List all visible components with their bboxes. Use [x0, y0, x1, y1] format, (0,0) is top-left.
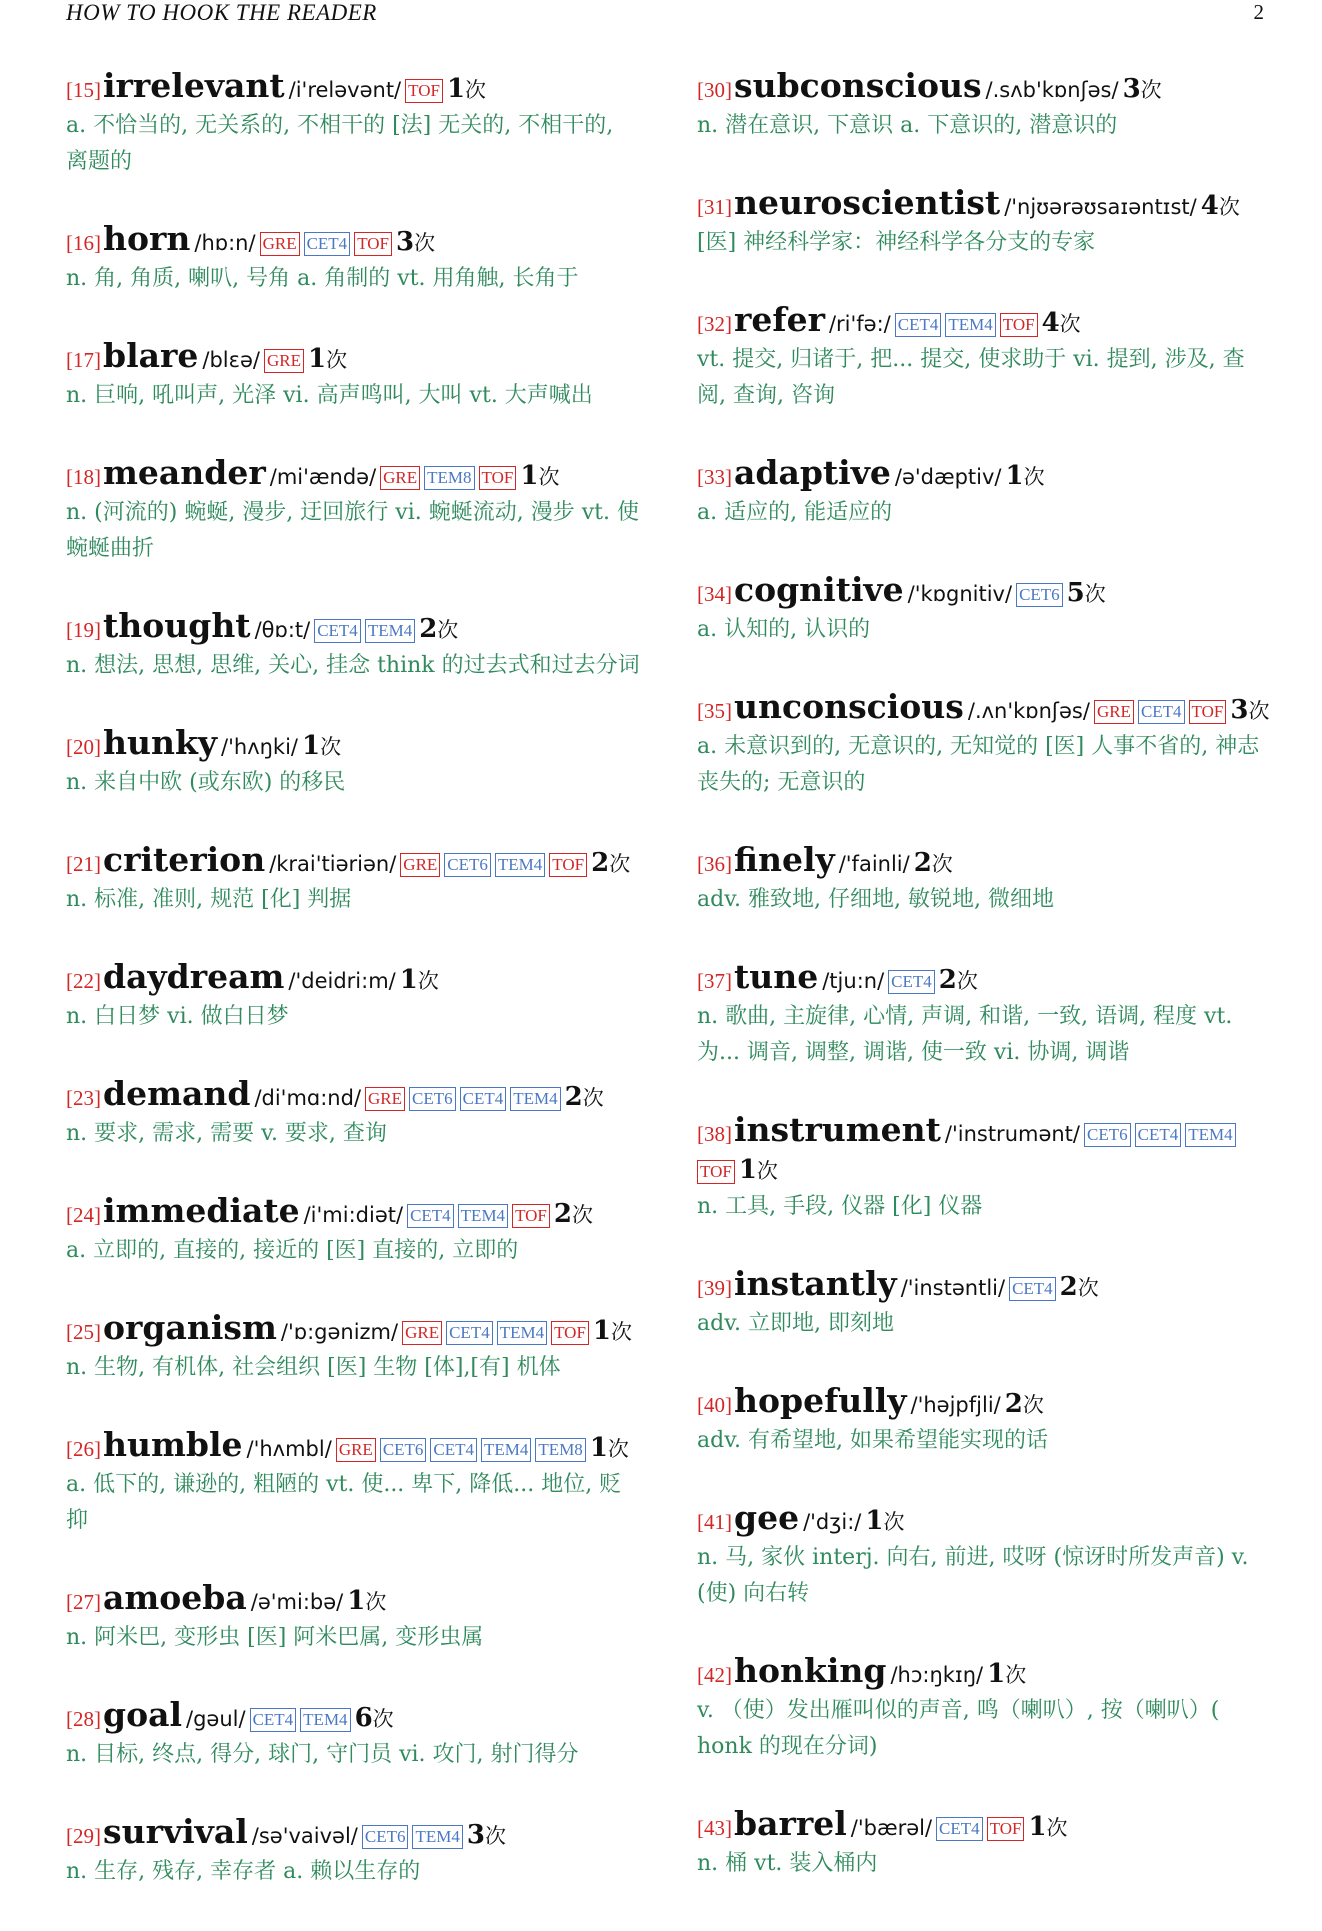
definition: n. 桶 vt. 装入桶内 — [697, 1851, 878, 1876]
entry-headline — [697, 1112, 1273, 1189]
exam-tag: CET4 — [895, 313, 942, 337]
vocab-entry — [66, 959, 642, 1035]
vocab-entry — [697, 1806, 1273, 1882]
occurrence-count: 6 — [354, 1703, 373, 1733]
vocab-entry — [697, 572, 1273, 648]
occurrence-count: 4 — [1041, 308, 1060, 338]
vocab-entry — [697, 1383, 1273, 1459]
occurrence-count: 2 — [553, 1199, 572, 1229]
pronunciation: /'fainli/ — [838, 852, 910, 876]
occurrence-count: 3 — [396, 227, 415, 257]
count-suffix: 次 — [1022, 1393, 1044, 1417]
vocab-entry — [697, 959, 1273, 1071]
exam-tag: GRE — [365, 1087, 405, 1111]
pronunciation: /hɒ:n/ — [194, 231, 256, 255]
exam-tag: TEM8 — [424, 466, 474, 490]
headword: gee — [734, 1498, 800, 1537]
occurrence-count: 2 — [564, 1082, 583, 1112]
count-suffix: 次 — [365, 1590, 387, 1614]
left-column — [66, 68, 642, 1931]
vocab-entry — [66, 1310, 642, 1386]
entry-headline — [66, 608, 642, 648]
headword: honking — [734, 1651, 887, 1690]
occurrence-count: 4 — [1200, 191, 1219, 221]
vocab-entry — [697, 185, 1273, 261]
entry-headline — [66, 725, 642, 765]
occurrence-count: 5 — [1066, 578, 1085, 608]
exam-tag: TEM4 — [497, 1321, 547, 1345]
vocab-entry — [66, 455, 642, 567]
count-suffix: 次 — [320, 735, 342, 759]
entry-index: [32] — [697, 312, 732, 336]
definition: n. 想法, 思想, 思维, 关心, 挂念 think 的过去式和过去分词 — [66, 653, 640, 678]
exam-tag: TEM4 — [481, 1438, 531, 1462]
definition: a. 未意识到的, 无意识的, 无知觉的 [医] 人事不省的, 神志丧失的; 无意识的 — [697, 734, 1260, 795]
occurrence-count: 1 — [865, 1506, 884, 1536]
right-column — [697, 68, 1273, 1923]
running-title: HOW TO HOOK THE READER — [66, 0, 377, 25]
headword: blare — [103, 336, 199, 375]
pronunciation: /blɛә/ — [202, 348, 260, 372]
exam-tag: CET4 — [250, 1708, 297, 1732]
occurrence-count: 1 — [589, 1433, 608, 1463]
count-suffix: 次 — [437, 618, 459, 642]
entry-index: [30] — [697, 78, 732, 102]
exam-tag: CET6 — [1084, 1123, 1131, 1147]
vocab-entry — [66, 842, 642, 918]
exam-tag: CET4 — [314, 619, 361, 643]
definition: a. 不恰当的, 无关系的, 不相干的 [法] 无关的, 不相干的, 离题的 — [66, 113, 614, 174]
definition: n. 白日梦 vi. 做白日梦 — [66, 1004, 289, 1029]
pronunciation: /'bærәl/ — [850, 1816, 933, 1840]
entry-index: [31] — [697, 195, 732, 219]
definition: v. （使）发出雁叫似的声音, 鸣（喇叭）, 按（喇叭）( honk 的现在分词) — [697, 1698, 1220, 1759]
pronunciation: /'ɒ:gәnizm/ — [280, 1320, 399, 1344]
exam-tag: GRE — [380, 466, 420, 490]
pronunciation: /'hәjpfјli/ — [910, 1393, 1001, 1417]
entry-index: [36] — [697, 852, 732, 876]
definition: vt. 提交, 归诸于, 把... 提交, 使求助于 vi. 提到, 涉及, 查阅, 查询, 咨询 — [697, 347, 1245, 408]
pronunciation: /i'mi:diәt/ — [303, 1203, 404, 1227]
entry-headline — [66, 959, 642, 999]
exam-tag: GRE — [400, 853, 440, 877]
count-suffix: 次 — [372, 1707, 394, 1731]
definition: a. 低下的, 谦逊的, 粗陋的 vt. 使... 卑下, 降低... 地位, 贬抑 — [66, 1472, 622, 1533]
exam-tag: CET4 — [460, 1087, 507, 1111]
entry-headline — [66, 1310, 642, 1350]
pronunciation: /di'mɑ:nd/ — [254, 1086, 362, 1110]
exam-tag: CET4 — [430, 1438, 477, 1462]
exam-tag: CET4 — [407, 1204, 454, 1228]
count-suffix: 次 — [1084, 582, 1106, 606]
count-suffix: 次 — [1059, 312, 1081, 336]
vocab-entry — [697, 689, 1273, 801]
exam-tag: CET6 — [362, 1825, 409, 1849]
occurrence-count: 1 — [307, 344, 327, 374]
exam-tag: TEM4 — [458, 1204, 508, 1228]
occurrence-count: 1 — [987, 1659, 1006, 1689]
occurrence-count: 1 — [347, 1586, 366, 1616]
exam-tag: GRE — [336, 1438, 376, 1462]
entry-headline — [697, 1266, 1273, 1306]
occurrence-count: 2 — [913, 848, 932, 878]
pronunciation: /gәul/ — [186, 1707, 246, 1731]
pronunciation: /'hʌmbl/ — [246, 1437, 332, 1461]
pronunciation: /ә'mi:bә/ — [250, 1590, 344, 1614]
entry-headline — [697, 185, 1273, 225]
definition: n. 来自中欧 (或东欧) 的移民 — [66, 770, 346, 795]
entry-index: [26] — [66, 1437, 101, 1461]
occurrence-count: 2 — [419, 614, 438, 644]
exam-tag: TEM4 — [1185, 1123, 1235, 1147]
entry-index: [28] — [66, 1707, 101, 1731]
occurrence-count: 2 — [1004, 1389, 1023, 1419]
entry-index: [33] — [697, 465, 732, 489]
exam-tag: CET4 — [888, 970, 935, 994]
occurrence-count: 2 — [591, 848, 610, 878]
definition: adv. 雅致地, 仔细地, 敏锐地, 微细地 — [697, 887, 1054, 912]
count-suffix: 次 — [326, 348, 348, 372]
count-suffix: 次 — [1218, 195, 1240, 219]
entry-headline — [697, 1806, 1273, 1846]
exam-tag: TOF — [697, 1160, 735, 1184]
pronunciation: /.ʌn'kɒnʃәs/ — [967, 699, 1090, 723]
vocab-entry — [697, 455, 1273, 531]
definition: n. 生存, 残存, 幸存者 a. 赖以生存的 — [66, 1859, 421, 1884]
count-suffix: 次 — [1023, 465, 1045, 489]
entry-index: [25] — [66, 1320, 101, 1344]
occurrence-count: 2 — [1059, 1272, 1078, 1302]
headword: instrument — [734, 1110, 941, 1149]
pronunciation: /ri'fә:/ — [828, 312, 891, 336]
entry-headline — [66, 221, 642, 261]
vocab-entry — [66, 608, 642, 684]
pronunciation: /hɔ:ŋkɪŋ/ — [890, 1663, 984, 1687]
entry-headline — [66, 338, 642, 378]
page-header — [66, 0, 1264, 32]
count-suffix: 次 — [417, 969, 439, 993]
entry-index: [23] — [66, 1086, 101, 1110]
count-suffix: 次 — [956, 969, 978, 993]
vocab-entry — [697, 68, 1273, 144]
headword: meander — [103, 453, 266, 492]
entry-headline — [697, 1500, 1273, 1540]
exam-tag: CET4 — [1009, 1277, 1056, 1301]
entry-index: [24] — [66, 1203, 101, 1227]
occurrence-count: 3 — [1230, 695, 1249, 725]
occurrence-count: 1 — [399, 965, 418, 995]
definition: adv. 有希望地, 如果希望能实现的话 — [697, 1428, 1048, 1453]
definition: a. 认知的, 认识的 — [697, 617, 871, 642]
count-suffix: 次 — [582, 1086, 604, 1110]
exam-tag: TEM4 — [945, 313, 995, 337]
definition: n. 目标, 终点, 得分, 球门, 守门员 vi. 攻门, 射门得分 — [66, 1742, 579, 1767]
definition: n. (河流的) 蜿蜒, 漫步, 迂回旅行 vi. 蜿蜒流动, 漫步 vt. 使蜿蜒曲折 — [66, 500, 639, 561]
count-suffix: 次 — [538, 465, 560, 489]
entry-index: [29] — [66, 1824, 101, 1848]
count-suffix: 次 — [756, 1159, 778, 1183]
exam-tag: TEM4 — [300, 1708, 350, 1732]
definition: n. 潜在意识, 下意识 a. 下意识的, 潜意识的 — [697, 113, 1118, 138]
vocab-entry — [697, 1112, 1273, 1225]
pronunciation: /tju:n/ — [822, 969, 885, 993]
entry-headline — [697, 572, 1273, 612]
definition: n. 工具, 手段, 仪器 [化] 仪器 — [697, 1194, 983, 1219]
vocab-entry — [697, 1653, 1273, 1765]
pronunciation: /'hʌŋki/ — [221, 735, 298, 759]
definition: a. 立即的, 直接的, 接近的 [医] 直接的, 立即的 — [66, 1238, 519, 1263]
pronunciation: /'dʒi:/ — [803, 1510, 862, 1534]
headword: hopefully — [734, 1381, 907, 1420]
entry-index: [43] — [697, 1816, 732, 1840]
entry-headline — [697, 68, 1273, 108]
definition: n. 马, 家伙 interj. 向右, 前进, 哎呀 (惊讶时所发声音) v. (使) 向右转 — [697, 1545, 1249, 1606]
entry-index: [27] — [66, 1590, 101, 1614]
vocab-entry — [697, 1266, 1273, 1342]
entry-headline — [66, 68, 642, 108]
pronunciation: /sә'vaivәl/ — [251, 1824, 358, 1848]
definition: adv. 立即地, 即刻地 — [697, 1311, 894, 1336]
entry-index: [18] — [66, 465, 101, 489]
count-suffix: 次 — [1005, 1663, 1027, 1687]
headword: survival — [103, 1812, 248, 1851]
exam-tag: GRE — [402, 1321, 442, 1345]
entry-headline — [697, 1383, 1273, 1423]
count-suffix: 次 — [1140, 78, 1162, 102]
pronunciation: /'instrumәnt/ — [944, 1122, 1080, 1146]
entry-index: [16] — [66, 231, 101, 255]
headword: humble — [103, 1425, 243, 1464]
definition: n. 歌曲, 主旋律, 心情, 声调, 和谐, 一致, 语调, 程度 vt. 为... 调音, 调整, 调谐, 使一致 vi. 协调, 调谐 — [697, 1004, 1233, 1065]
vocab-entry — [697, 302, 1273, 414]
occurrence-count: 2 — [938, 965, 957, 995]
entry-headline — [697, 842, 1273, 882]
count-suffix: 次 — [607, 1437, 629, 1461]
headword: finely — [734, 840, 835, 879]
headword: barrel — [734, 1804, 847, 1843]
entry-headline — [66, 455, 642, 495]
exam-tag: TEM4 — [365, 619, 415, 643]
vocab-entry — [66, 1076, 642, 1152]
vocab-entry — [66, 725, 642, 801]
entry-index: [39] — [697, 1276, 732, 1300]
definition: n. 阿米巴, 变形虫 [医] 阿米巴属, 变形虫属 — [66, 1625, 484, 1650]
entry-index: [19] — [66, 618, 101, 642]
entry-index: [37] — [697, 969, 732, 993]
headword: demand — [103, 1074, 251, 1113]
exam-tag: TOF — [479, 466, 517, 490]
pronunciation: /'njʊәrәʊsaɪәntɪst/ — [1004, 195, 1197, 219]
headword: organism — [103, 1308, 277, 1347]
pronunciation: /.sʌb'kɒnʃәs/ — [985, 78, 1119, 102]
headword: daydream — [103, 957, 285, 996]
exam-tag: CET4 — [936, 1817, 983, 1841]
vocab-entry — [66, 1193, 642, 1269]
entry-headline — [66, 1814, 642, 1854]
entry-headline — [66, 1697, 642, 1737]
entry-index: [22] — [66, 969, 101, 993]
occurrence-count: 3 — [466, 1820, 485, 1850]
occurrence-count: 1 — [1028, 1812, 1047, 1842]
pronunciation: /'instәntli/ — [900, 1276, 1006, 1300]
pronunciation: /krai'tiәriәn/ — [269, 852, 397, 876]
exam-tag: TOF — [987, 1817, 1025, 1841]
pronunciation: /i'relәvәnt/ — [288, 78, 402, 102]
exam-tag: CET4 — [1135, 1123, 1182, 1147]
entry-headline — [66, 1076, 642, 1116]
entry-headline — [66, 1580, 642, 1620]
count-suffix: 次 — [1248, 699, 1270, 723]
page-number: 2 — [1253, 0, 1264, 24]
count-suffix: 次 — [1046, 1816, 1068, 1840]
exam-tag: TEM4 — [510, 1087, 560, 1111]
headword: thought — [103, 606, 251, 645]
entry-index: [20] — [66, 735, 101, 759]
exam-tag: TOF — [512, 1204, 550, 1228]
exam-tag: TEM4 — [412, 1825, 462, 1849]
entry-headline — [697, 959, 1273, 999]
exam-tag: CET4 — [304, 232, 351, 256]
headword: amoeba — [103, 1578, 247, 1617]
pronunciation: /'deidri:m/ — [288, 969, 396, 993]
occurrence-count: 1 — [302, 731, 321, 761]
exam-tag: GRE — [264, 349, 304, 373]
count-suffix: 次 — [571, 1203, 593, 1227]
headword: horn — [103, 219, 191, 258]
headword: cognitive — [734, 570, 904, 609]
exam-tag: GRE — [1094, 700, 1134, 724]
count-suffix: 次 — [611, 1320, 632, 1344]
exam-tag: CET6 — [444, 853, 491, 877]
exam-tag: TOF — [405, 79, 443, 103]
vocab-entry — [66, 338, 642, 414]
entry-index: [15] — [66, 78, 101, 102]
headword: immediate — [103, 1191, 300, 1230]
vocab-entry — [66, 1580, 642, 1656]
count-suffix: 次 — [883, 1510, 905, 1534]
definition: n. 生物, 有机体, 社会组织 [医] 生物 [体],[有] 机体 — [66, 1355, 561, 1380]
entry-index: [17] — [66, 348, 101, 372]
occurrence-count: 1 — [1005, 461, 1024, 491]
count-suffix: 次 — [465, 78, 487, 102]
entry-index: [34] — [697, 582, 732, 606]
count-suffix: 次 — [484, 1824, 506, 1848]
headword: irrelevant — [103, 66, 285, 105]
pronunciation: /'kɒgnitiv/ — [907, 582, 1013, 606]
count-suffix: 次 — [414, 231, 436, 255]
entry-index: [42] — [697, 1663, 732, 1687]
entry-headline — [697, 455, 1273, 495]
exam-tag: GRE — [260, 232, 300, 256]
headword: tune — [734, 957, 819, 996]
definition: n. 标准, 准则, 规范 [化] 判据 — [66, 887, 352, 912]
entry-index: [38] — [697, 1122, 732, 1146]
headword: adaptive — [734, 453, 891, 492]
exam-tag: TOF — [549, 853, 587, 877]
exam-tag: TOF — [551, 1321, 589, 1345]
count-suffix: 次 — [609, 852, 631, 876]
definition: [医] 神经科学家：神经科学各分支的专家 — [697, 230, 1096, 255]
entry-headline — [697, 302, 1273, 342]
exam-tag: TEM8 — [535, 1438, 585, 1462]
entry-headline — [697, 689, 1273, 729]
definition: n. 角, 角质, 喇叭, 号角 a. 角制的 vt. 用角触, 长角于 — [66, 266, 579, 291]
vocab-entry — [697, 842, 1273, 918]
exam-tag: CET4 — [446, 1321, 493, 1345]
occurrence-count: 1 — [738, 1155, 757, 1185]
definition: n. 要求, 需求, 需要 v. 要求, 查询 — [66, 1121, 387, 1146]
entry-index: [40] — [697, 1393, 732, 1417]
exam-tag: CET4 — [1138, 700, 1185, 724]
entry-index: [21] — [66, 852, 101, 876]
occurrence-count: 1 — [520, 461, 539, 491]
exam-tag: TEM4 — [495, 853, 545, 877]
headword: hunky — [103, 723, 218, 762]
pronunciation: /mi'ændә/ — [269, 465, 377, 489]
entry-index: [41] — [697, 1510, 732, 1534]
pronunciation: /ә'dæptiv/ — [894, 465, 1002, 489]
count-suffix: 次 — [931, 852, 953, 876]
vocab-entry — [66, 68, 642, 180]
occurrence-count: 1 — [446, 74, 466, 104]
headword: criterion — [103, 840, 266, 879]
exam-tag: CET6 — [409, 1087, 456, 1111]
entry-headline — [697, 1653, 1273, 1693]
headword: subconscious — [734, 66, 982, 105]
vocab-entry — [66, 1427, 642, 1539]
headword: refer — [734, 300, 825, 339]
headword: goal — [103, 1695, 183, 1734]
exam-tag: TOF — [1000, 313, 1038, 337]
exam-tag: TOF — [354, 232, 392, 256]
vocab-entry — [66, 221, 642, 297]
entry-headline — [66, 1193, 642, 1233]
headword: instantly — [734, 1264, 897, 1303]
definition: a. 适应的, 能适应的 — [697, 500, 893, 525]
pronunciation: /θɒ:t/ — [254, 618, 311, 642]
definition: n. 巨响, 吼叫声, 光泽 vi. 高声鸣叫, 大叫 vt. 大声喊出 — [66, 383, 593, 408]
count-suffix: 次 — [1077, 1276, 1099, 1300]
entry-index: [35] — [697, 699, 732, 723]
entry-headline — [66, 842, 642, 882]
vocab-entry — [66, 1814, 642, 1890]
vocab-entry — [66, 1697, 642, 1773]
headword: unconscious — [734, 687, 964, 726]
exam-tag: TOF — [1189, 700, 1227, 724]
exam-tag: CET6 — [1016, 583, 1063, 607]
occurrence-count: 1 — [592, 1316, 611, 1346]
vocab-entry — [697, 1500, 1273, 1612]
occurrence-count: 3 — [1122, 74, 1141, 104]
exam-tag: CET6 — [380, 1438, 427, 1462]
headword: neuroscientist — [734, 183, 1001, 222]
entry-headline — [66, 1427, 642, 1467]
